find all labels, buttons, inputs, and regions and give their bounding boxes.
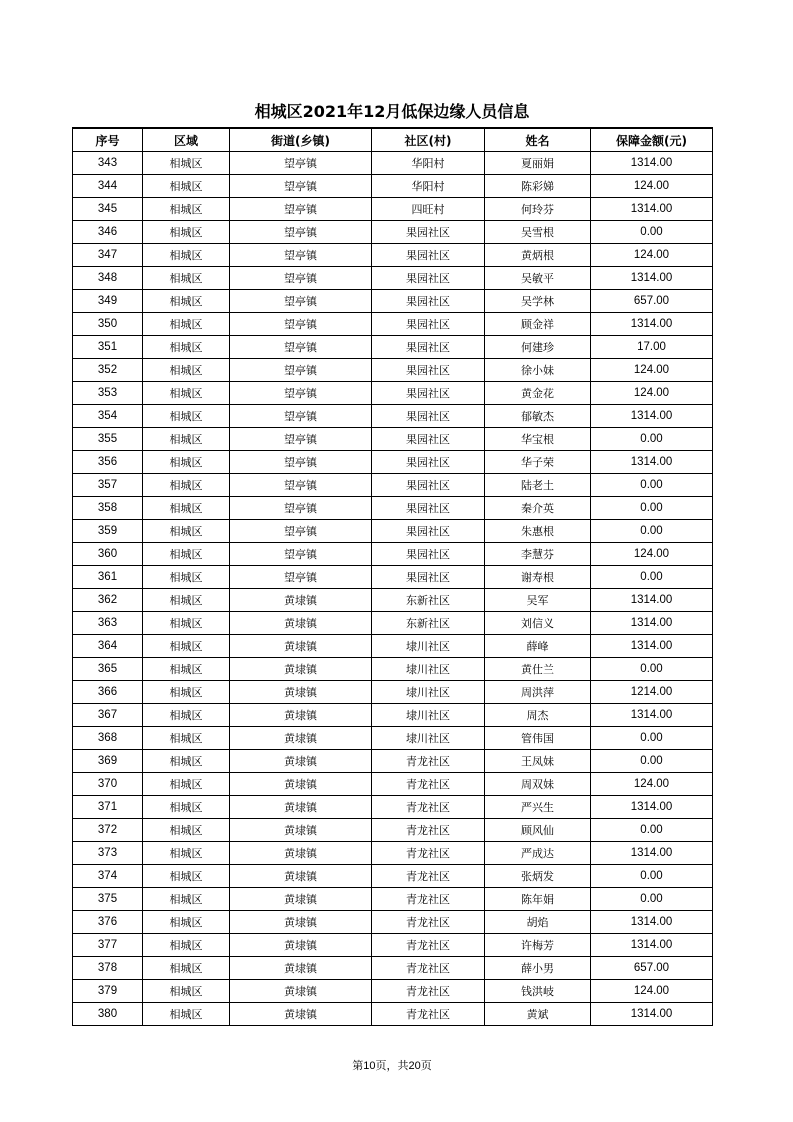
cell-district: 相城区 [143, 980, 230, 1003]
table-row [73, 1003, 713, 1026]
cell-street: 黄埭镇 [230, 1003, 372, 1026]
cell-amount: 1314.00 [591, 635, 713, 658]
cell-amount: 1314.00 [591, 911, 713, 934]
cell-amount: 124.00 [591, 359, 713, 382]
cell-name: 华子荣 [485, 451, 591, 474]
cell-district: 相城区 [143, 704, 230, 727]
cell-community: 青龙社区 [372, 980, 485, 1003]
cell-community: 果园社区 [372, 566, 485, 589]
table-row [73, 842, 713, 865]
cell-name: 谢寿根 [485, 566, 591, 589]
table-row [73, 704, 713, 727]
table-row [73, 681, 713, 704]
cell-name: 管伟国 [485, 727, 591, 750]
cell-index: 375 [73, 888, 143, 911]
cell-name: 黄斌 [485, 1003, 591, 1026]
cell-amount: 0.00 [591, 474, 713, 497]
cell-street: 望亭镇 [230, 497, 372, 520]
cell-index: 377 [73, 934, 143, 957]
cell-district: 相城区 [143, 589, 230, 612]
cell-street: 黄埭镇 [230, 612, 372, 635]
cell-street: 望亭镇 [230, 175, 372, 198]
cell-index: 357 [73, 474, 143, 497]
cell-name: 吴军 [485, 589, 591, 612]
table-row [73, 152, 713, 175]
cell-name: 胡焰 [485, 911, 591, 934]
cell-amount: 0.00 [591, 497, 713, 520]
cell-community: 果园社区 [372, 451, 485, 474]
cell-community: 果园社区 [372, 382, 485, 405]
cell-community: 青龙社区 [372, 865, 485, 888]
cell-index: 348 [73, 267, 143, 290]
cell-index: 360 [73, 543, 143, 566]
cell-district: 相城区 [143, 658, 230, 681]
table-row [73, 428, 713, 451]
table-row [73, 773, 713, 796]
cell-name: 周洪萍 [485, 681, 591, 704]
cell-street: 望亭镇 [230, 221, 372, 244]
cell-community: 青龙社区 [372, 819, 485, 842]
cell-index: 376 [73, 911, 143, 934]
cell-district: 相城区 [143, 957, 230, 980]
cell-index: 379 [73, 980, 143, 1003]
table-row [73, 497, 713, 520]
table-row [73, 198, 713, 221]
cell-community: 东新社区 [372, 612, 485, 635]
cell-community: 青龙社区 [372, 911, 485, 934]
cell-community: 果园社区 [372, 405, 485, 428]
cell-index: 380 [73, 1003, 143, 1026]
table-row [73, 336, 713, 359]
cell-street: 望亭镇 [230, 152, 372, 175]
table-body [73, 152, 713, 1026]
cell-name: 吴敏平 [485, 267, 591, 290]
table-row [73, 865, 713, 888]
cell-amount: 0.00 [591, 566, 713, 589]
cell-street: 望亭镇 [230, 359, 372, 382]
cell-district: 相城区 [143, 451, 230, 474]
cell-amount: 1314.00 [591, 1003, 713, 1026]
cell-index: 345 [73, 198, 143, 221]
cell-index: 358 [73, 497, 143, 520]
cell-street: 黄埭镇 [230, 635, 372, 658]
cell-name: 严成达 [485, 842, 591, 865]
cell-district: 相城区 [143, 842, 230, 865]
cell-name: 刘信义 [485, 612, 591, 635]
cell-index: 351 [73, 336, 143, 359]
cell-index: 368 [73, 727, 143, 750]
cell-index: 349 [73, 290, 143, 313]
cell-community: 果园社区 [372, 336, 485, 359]
cell-community: 青龙社区 [372, 750, 485, 773]
table-row [73, 796, 713, 819]
cell-name: 陈年娟 [485, 888, 591, 911]
cell-index: 365 [73, 658, 143, 681]
cell-community: 青龙社区 [372, 888, 485, 911]
cell-index: 359 [73, 520, 143, 543]
cell-community: 埭川社区 [372, 635, 485, 658]
cell-community: 埭川社区 [372, 658, 485, 681]
column-header-district: 区域 [143, 128, 230, 152]
cell-community: 埭川社区 [372, 727, 485, 750]
cell-index: 364 [73, 635, 143, 658]
cell-street: 望亭镇 [230, 198, 372, 221]
cell-amount: 124.00 [591, 543, 713, 566]
cell-street: 黄埭镇 [230, 865, 372, 888]
cell-community: 果园社区 [372, 474, 485, 497]
cell-community: 青龙社区 [372, 957, 485, 980]
cell-street: 望亭镇 [230, 382, 372, 405]
cell-amount: 1314.00 [591, 198, 713, 221]
table-header-row [73, 128, 713, 152]
cell-district: 相城区 [143, 681, 230, 704]
cell-district: 相城区 [143, 267, 230, 290]
cell-street: 黄埭镇 [230, 819, 372, 842]
data-table [72, 127, 713, 1026]
cell-district: 相城区 [143, 474, 230, 497]
table-row [73, 980, 713, 1003]
cell-street: 黄埭镇 [230, 796, 372, 819]
page-footer [72, 1057, 712, 1073]
table-row [73, 451, 713, 474]
cell-name: 严兴生 [485, 796, 591, 819]
cell-street: 望亭镇 [230, 405, 372, 428]
cell-street: 望亭镇 [230, 520, 372, 543]
table-row [73, 520, 713, 543]
cell-district: 相城区 [143, 750, 230, 773]
table-row [73, 382, 713, 405]
cell-street: 黄埭镇 [230, 704, 372, 727]
cell-index: 347 [73, 244, 143, 267]
cell-name: 夏丽娟 [485, 152, 591, 175]
cell-community: 果园社区 [372, 497, 485, 520]
cell-district: 相城区 [143, 313, 230, 336]
cell-street: 望亭镇 [230, 566, 372, 589]
cell-district: 相城区 [143, 382, 230, 405]
cell-community: 四旺村 [372, 198, 485, 221]
table-row [73, 290, 713, 313]
cell-amount: 124.00 [591, 382, 713, 405]
cell-street: 黄埭镇 [230, 750, 372, 773]
cell-community: 东新社区 [372, 589, 485, 612]
cell-name: 周双妹 [485, 773, 591, 796]
footer-suffix: 页 [420, 1059, 432, 1072]
cell-index: 366 [73, 681, 143, 704]
cell-index: 373 [73, 842, 143, 865]
cell-index: 346 [73, 221, 143, 244]
table-row [73, 313, 713, 336]
cell-name: 何建珍 [485, 336, 591, 359]
cell-district: 相城区 [143, 1003, 230, 1026]
cell-district: 相城区 [143, 290, 230, 313]
cell-amount: 0.00 [591, 520, 713, 543]
table-row [73, 244, 713, 267]
column-header-community: 社区(村) [372, 128, 485, 152]
table-row [73, 911, 713, 934]
cell-street: 望亭镇 [230, 267, 372, 290]
cell-district: 相城区 [143, 566, 230, 589]
table-row [73, 267, 713, 290]
table-row [73, 474, 713, 497]
cell-amount: 124.00 [591, 980, 713, 1003]
cell-index: 372 [73, 819, 143, 842]
table-row [73, 405, 713, 428]
cell-district: 相城区 [143, 796, 230, 819]
table-row [73, 957, 713, 980]
cell-community: 果园社区 [372, 313, 485, 336]
cell-street: 黄埭镇 [230, 727, 372, 750]
cell-name: 王凤妹 [485, 750, 591, 773]
cell-street: 黄埭镇 [230, 911, 372, 934]
footer-page-number: 10 [363, 1060, 376, 1072]
cell-index: 378 [73, 957, 143, 980]
cell-community: 果园社区 [372, 359, 485, 382]
cell-community: 华阳村 [372, 152, 485, 175]
cell-district: 相城区 [143, 520, 230, 543]
footer-total-pages: 20 [408, 1060, 421, 1072]
cell-name: 郁敏杰 [485, 405, 591, 428]
cell-district: 相城区 [143, 865, 230, 888]
cell-amount: 1214.00 [591, 681, 713, 704]
cell-amount: 657.00 [591, 957, 713, 980]
cell-street: 黄埭镇 [230, 957, 372, 980]
table-row [73, 221, 713, 244]
cell-district: 相城区 [143, 175, 230, 198]
cell-street: 黄埭镇 [230, 589, 372, 612]
cell-index: 350 [73, 313, 143, 336]
cell-amount: 124.00 [591, 773, 713, 796]
cell-district: 相城区 [143, 152, 230, 175]
cell-district: 相城区 [143, 336, 230, 359]
cell-community: 果园社区 [372, 520, 485, 543]
table-row [73, 612, 713, 635]
table-row [73, 750, 713, 773]
cell-index: 367 [73, 704, 143, 727]
cell-street: 黄埭镇 [230, 658, 372, 681]
cell-index: 354 [73, 405, 143, 428]
column-header-name: 姓名 [485, 128, 591, 152]
cell-index: 343 [73, 152, 143, 175]
cell-name: 徐小妹 [485, 359, 591, 382]
cell-amount: 0.00 [591, 865, 713, 888]
cell-amount: 1314.00 [591, 313, 713, 336]
cell-name: 周杰 [485, 704, 591, 727]
column-header-index: 序号 [73, 128, 143, 152]
cell-amount: 1314.00 [591, 796, 713, 819]
cell-amount: 0.00 [591, 221, 713, 244]
cell-index: 352 [73, 359, 143, 382]
cell-street: 黄埭镇 [230, 681, 372, 704]
cell-community: 果园社区 [372, 290, 485, 313]
cell-amount: 1314.00 [591, 267, 713, 290]
cell-community: 青龙社区 [372, 842, 485, 865]
cell-street: 望亭镇 [230, 290, 372, 313]
cell-amount: 657.00 [591, 290, 713, 313]
cell-district: 相城区 [143, 244, 230, 267]
cell-index: 355 [73, 428, 143, 451]
cell-amount: 1314.00 [591, 612, 713, 635]
cell-name: 薛小男 [485, 957, 591, 980]
footer-middle: 页，共 [375, 1059, 409, 1072]
table-row [73, 359, 713, 382]
table-row [73, 566, 713, 589]
cell-community: 埭川社区 [372, 704, 485, 727]
cell-name: 吴雪根 [485, 221, 591, 244]
cell-district: 相城区 [143, 221, 230, 244]
cell-street: 黄埭镇 [230, 934, 372, 957]
cell-name: 华宝根 [485, 428, 591, 451]
cell-amount: 0.00 [591, 750, 713, 773]
cell-name: 黄仕兰 [485, 658, 591, 681]
cell-name: 陆老土 [485, 474, 591, 497]
cell-index: 370 [73, 773, 143, 796]
cell-district: 相城区 [143, 405, 230, 428]
cell-street: 望亭镇 [230, 313, 372, 336]
cell-community: 青龙社区 [372, 796, 485, 819]
cell-district: 相城区 [143, 819, 230, 842]
cell-index: 363 [73, 612, 143, 635]
cell-amount: 0.00 [591, 888, 713, 911]
cell-district: 相城区 [143, 198, 230, 221]
cell-community: 果园社区 [372, 221, 485, 244]
cell-amount: 17.00 [591, 336, 713, 359]
cell-community: 果园社区 [372, 543, 485, 566]
cell-amount: 1314.00 [591, 934, 713, 957]
cell-district: 相城区 [143, 612, 230, 635]
cell-district: 相城区 [143, 428, 230, 451]
cell-community: 青龙社区 [372, 1003, 485, 1026]
cell-index: 362 [73, 589, 143, 612]
cell-index: 374 [73, 865, 143, 888]
cell-amount: 1314.00 [591, 152, 713, 175]
cell-district: 相城区 [143, 773, 230, 796]
cell-district: 相城区 [143, 635, 230, 658]
cell-amount: 124.00 [591, 175, 713, 198]
column-header-street: 街道(乡镇) [230, 128, 372, 152]
cell-amount: 1314.00 [591, 589, 713, 612]
cell-community: 果园社区 [372, 267, 485, 290]
cell-amount: 0.00 [591, 658, 713, 681]
cell-amount: 1314.00 [591, 704, 713, 727]
cell-name: 秦介英 [485, 497, 591, 520]
cell-street: 望亭镇 [230, 451, 372, 474]
cell-name: 何玲芬 [485, 198, 591, 221]
cell-district: 相城区 [143, 543, 230, 566]
table-row [73, 635, 713, 658]
cell-name: 黄炳根 [485, 244, 591, 267]
cell-index: 361 [73, 566, 143, 589]
cell-community: 果园社区 [372, 244, 485, 267]
cell-index: 369 [73, 750, 143, 773]
cell-name: 李慧芬 [485, 543, 591, 566]
cell-community: 果园社区 [372, 428, 485, 451]
cell-amount: 1314.00 [591, 451, 713, 474]
cell-street: 黄埭镇 [230, 842, 372, 865]
cell-name: 吴学林 [485, 290, 591, 313]
table-row [73, 589, 713, 612]
cell-name: 顾金祥 [485, 313, 591, 336]
cell-district: 相城区 [143, 888, 230, 911]
cell-index: 353 [73, 382, 143, 405]
cell-name: 黄金花 [485, 382, 591, 405]
cell-amount: 1314.00 [591, 842, 713, 865]
cell-index: 344 [73, 175, 143, 198]
cell-street: 黄埭镇 [230, 888, 372, 911]
cell-street: 望亭镇 [230, 336, 372, 359]
cell-district: 相城区 [143, 727, 230, 750]
table-row [73, 658, 713, 681]
cell-street: 望亭镇 [230, 244, 372, 267]
table-row [73, 819, 713, 842]
cell-street: 望亭镇 [230, 474, 372, 497]
table-row [73, 543, 713, 566]
table-row [73, 934, 713, 957]
cell-amount: 124.00 [591, 244, 713, 267]
cell-community: 华阳村 [372, 175, 485, 198]
cell-name: 顾风仙 [485, 819, 591, 842]
table-row [73, 727, 713, 750]
cell-street: 黄埭镇 [230, 980, 372, 1003]
column-header-amount: 保障金额(元) [591, 128, 713, 152]
cell-district: 相城区 [143, 497, 230, 520]
cell-district: 相城区 [143, 359, 230, 382]
cell-amount: 1314.00 [591, 405, 713, 428]
cell-name: 钱洪岐 [485, 980, 591, 1003]
page-title: 相城区2021年12月低保边缘人员信息 [254, 102, 530, 121]
cell-community: 青龙社区 [372, 773, 485, 796]
cell-name: 薛峰 [485, 635, 591, 658]
footer-prefix: 第 [352, 1059, 364, 1072]
cell-street: 望亭镇 [230, 543, 372, 566]
table-row [73, 175, 713, 198]
cell-community: 埭川社区 [372, 681, 485, 704]
cell-name: 陈彩娣 [485, 175, 591, 198]
cell-district: 相城区 [143, 911, 230, 934]
cell-street: 黄埭镇 [230, 773, 372, 796]
cell-community: 青龙社区 [372, 934, 485, 957]
cell-amount: 0.00 [591, 428, 713, 451]
cell-index: 356 [73, 451, 143, 474]
cell-index: 371 [73, 796, 143, 819]
cell-street: 望亭镇 [230, 428, 372, 451]
cell-amount: 0.00 [591, 727, 713, 750]
cell-amount: 0.00 [591, 819, 713, 842]
cell-name: 朱惠根 [485, 520, 591, 543]
cell-name: 许梅芳 [485, 934, 591, 957]
cell-district: 相城区 [143, 934, 230, 957]
cell-name: 张炳发 [485, 865, 591, 888]
table-row [73, 888, 713, 911]
